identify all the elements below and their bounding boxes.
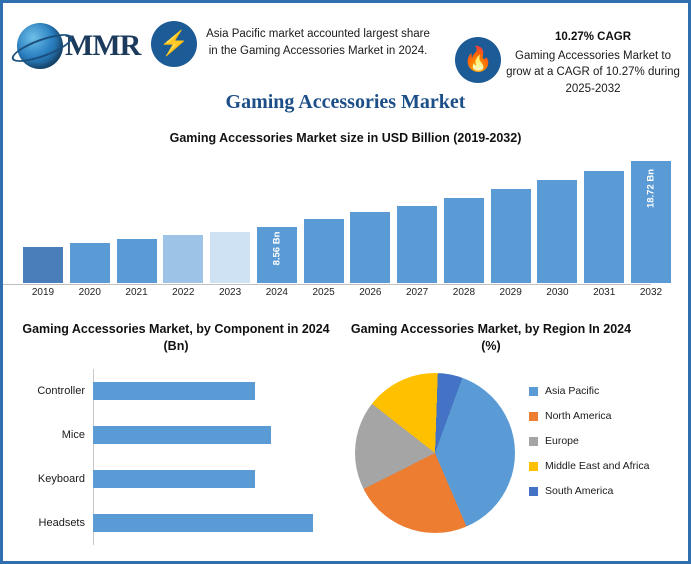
bar-wrap <box>631 153 671 283</box>
component-bar-row <box>11 413 341 457</box>
bar-wrap <box>397 153 437 283</box>
globe-icon <box>17 23 63 69</box>
x-axis-labels <box>23 287 671 298</box>
x-axis-line <box>3 284 651 285</box>
bar-2026 <box>350 212 390 283</box>
x-tick-label: 2030 <box>546 287 569 298</box>
x-tick-label: 2020 <box>78 287 101 298</box>
bar-2032 <box>631 161 671 283</box>
legend-item <box>529 385 685 397</box>
legend-label: South America <box>545 485 614 497</box>
legend-item <box>529 460 685 472</box>
component-bar-series <box>11 369 341 545</box>
bar-2030 <box>537 180 577 283</box>
bar-2024 <box>257 227 297 283</box>
bar-value-label: 18.72 Bn <box>645 168 657 209</box>
x-tick-label: 2019 <box>31 287 55 298</box>
x-tick-label: 2029 <box>499 287 522 298</box>
component-label: Mice <box>61 429 85 441</box>
header <box>3 3 688 96</box>
x-tick-label: 2028 <box>452 287 476 298</box>
bar-chart-title: Gaming Accessories Market size in USD Billion (2019-2032) <box>169 131 522 145</box>
lightning-bolt-icon: ⚡ <box>151 21 197 67</box>
pie-legend <box>529 385 685 510</box>
bar-wrap <box>23 153 63 283</box>
component-bar-headsets <box>93 514 313 532</box>
legend-swatch <box>529 387 538 396</box>
page-title: Gaming Accessories Market <box>225 91 466 113</box>
x-tick-label: 2032 <box>639 287 663 298</box>
pie-graphic <box>355 373 515 533</box>
bar-value-label: 8.56 Bn <box>271 231 283 266</box>
x-tick-label: 2027 <box>406 287 429 298</box>
header-note-left: Asia Pacific market accounted largest share in the Gaming Accessories Market in 2024. <box>206 28 430 57</box>
region-pie-chart <box>341 321 687 551</box>
component-bar-row <box>11 369 341 413</box>
x-tick-label: 2022 <box>172 287 195 298</box>
bar-2025 <box>304 219 344 283</box>
bar-wrap <box>584 153 624 283</box>
bar-2031 <box>584 171 624 283</box>
bar-2029 <box>491 189 531 283</box>
header-note-right <box>503 29 683 98</box>
bar-wrap <box>537 153 577 283</box>
legend-swatch <box>529 462 538 471</box>
legend-label: Asia Pacific <box>545 385 600 397</box>
x-tick-label: 2026 <box>359 287 382 298</box>
bar-wrap <box>350 153 390 283</box>
brand-logo <box>17 21 167 71</box>
cagr-note: Gaming Accessories Market to grow at a CAGR of 10.27% during 2025-2032 <box>506 49 680 96</box>
bar-wrap <box>70 153 110 283</box>
flame-icon: 🔥 <box>455 37 501 83</box>
bar-2022 <box>163 235 203 283</box>
component-bar-row <box>11 501 341 545</box>
x-tick-label: 2023 <box>218 287 242 298</box>
legend-swatch <box>529 412 538 421</box>
component-bar-mice <box>93 426 271 444</box>
market-size-bar-chart <box>23 153 671 283</box>
legend-label: Europe <box>545 435 579 447</box>
bar-2023 <box>210 232 250 283</box>
component-bar-row <box>11 457 341 501</box>
cagr-value: 10.27% CAGR <box>554 31 632 43</box>
component-label: Controller <box>37 385 85 397</box>
component-label: Keyboard <box>37 473 85 485</box>
x-tick-label: 2024 <box>265 287 288 298</box>
component-chart-title: Gaming Accessories Market, by Component in 2024 (Bn) <box>22 322 330 353</box>
legend-item <box>529 435 685 447</box>
x-tick-label: 2025 <box>312 287 335 298</box>
bar-wrap <box>444 153 484 283</box>
bar-wrap <box>210 153 250 283</box>
bar-wrap <box>257 153 297 283</box>
component-bar-controller <box>93 382 255 400</box>
x-tick-label: 2031 <box>593 287 616 298</box>
bar-wrap <box>163 153 203 283</box>
bar-series <box>23 153 671 283</box>
component-bar-chart <box>11 321 341 551</box>
x-tick-label: 2021 <box>125 287 148 298</box>
component-bar-keyboard <box>93 470 255 488</box>
component-label: Headsets <box>38 517 85 529</box>
legend-swatch <box>529 487 538 496</box>
bar-2027 <box>397 206 437 283</box>
bar-2020 <box>70 243 110 283</box>
region-chart-title: Gaming Accessories Market, by Region In 2024 (%) <box>350 322 632 353</box>
bar-2019 <box>23 247 63 283</box>
legend-item <box>529 485 685 497</box>
bar-wrap <box>304 153 344 283</box>
bar-2021 <box>117 239 157 283</box>
bar-wrap <box>491 153 531 283</box>
legend-swatch <box>529 437 538 446</box>
bar-2028 <box>444 198 484 283</box>
bar-wrap <box>117 153 157 283</box>
legend-item <box>529 410 685 422</box>
brand-name: MMR <box>65 29 141 62</box>
legend-label: Middle East and Africa <box>545 460 650 472</box>
legend-label: North America <box>545 410 612 422</box>
